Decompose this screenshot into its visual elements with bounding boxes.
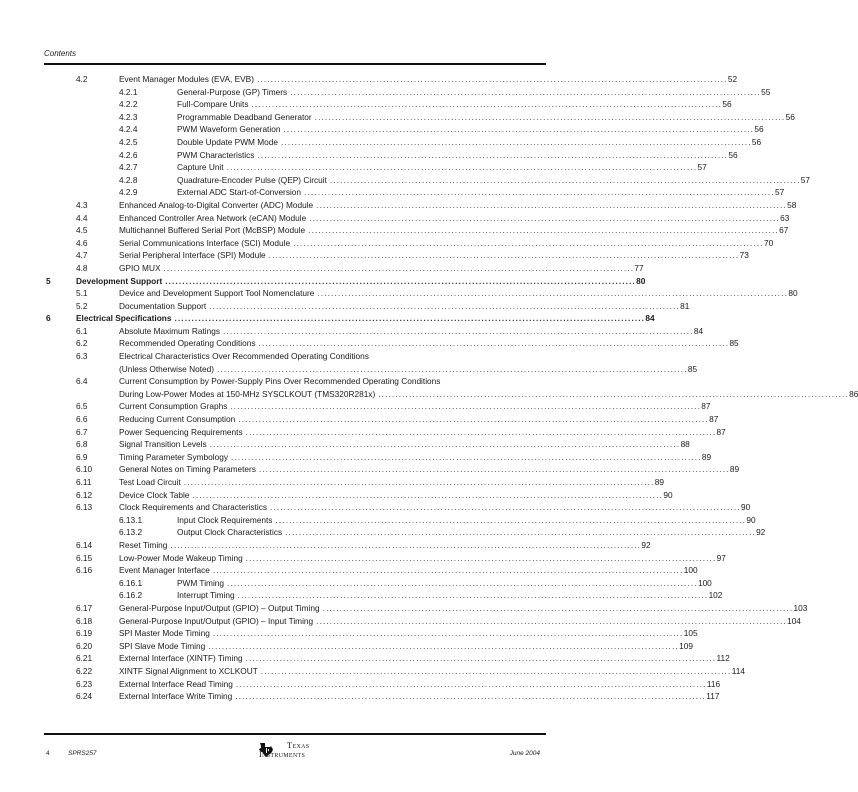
toc-entry-page: 63 bbox=[780, 212, 790, 223]
toc-entry[interactable] bbox=[0, 350, 698, 375]
toc-entry-page: 56 bbox=[728, 149, 738, 160]
dot-leader bbox=[315, 111, 784, 124]
toc-entry-page: 87 bbox=[709, 414, 719, 425]
toc-entry-title: Event Manager Modules (EVA, EVB) bbox=[119, 73, 257, 86]
toc-entry-title: GPIO MUX bbox=[119, 262, 164, 275]
dot-leader bbox=[257, 73, 726, 86]
footer-page-number: 4 bbox=[46, 750, 50, 757]
toc-entry-page: 109 bbox=[679, 640, 693, 651]
toc-entry-title: PWM Characteristics bbox=[177, 149, 257, 162]
dot-leader bbox=[230, 400, 699, 413]
toc-entry-number: 4.2.1 bbox=[119, 86, 138, 97]
dot-leader bbox=[246, 426, 715, 439]
dot-leader bbox=[281, 136, 750, 149]
toc-entry[interactable] bbox=[0, 186, 785, 199]
dot-leader bbox=[217, 363, 686, 376]
toc-entry[interactable] bbox=[0, 111, 795, 124]
dot-leader bbox=[174, 312, 643, 325]
toc-entry-number: 4.4 bbox=[76, 212, 88, 223]
dot-leader bbox=[330, 174, 799, 187]
toc-entry-number: 4.7 bbox=[76, 250, 88, 261]
toc-entry-number: 6.13.1 bbox=[119, 514, 143, 525]
toc-entry-title: Test Load Circuit bbox=[119, 476, 184, 489]
toc-entry-title: Device Clock Table bbox=[119, 489, 192, 502]
toc-entry-number: 4.2.7 bbox=[119, 162, 138, 173]
toc-entry[interactable] bbox=[0, 224, 789, 237]
dot-leader bbox=[164, 262, 633, 275]
toc-entry[interactable] bbox=[0, 300, 690, 313]
toc-entry-page: 67 bbox=[779, 225, 789, 236]
toc-entry[interactable] bbox=[0, 400, 711, 413]
header-title: Contents bbox=[44, 49, 77, 58]
dot-leader bbox=[246, 552, 715, 565]
toc-entry-page: 114 bbox=[731, 665, 745, 676]
dot-leader bbox=[235, 690, 704, 703]
toc-entry[interactable] bbox=[0, 86, 771, 99]
toc-entry-number: 6.22 bbox=[76, 665, 93, 676]
toc-entry-number: 4.2.5 bbox=[119, 136, 138, 147]
toc-entry-page: 105 bbox=[683, 628, 698, 639]
toc-entry-page: 90 bbox=[740, 502, 751, 513]
toc-entry-page: 56 bbox=[754, 124, 764, 135]
toc-entry-title: Interrupt Timing bbox=[177, 589, 238, 602]
dot-leader bbox=[308, 224, 777, 237]
dot-leader bbox=[227, 577, 696, 590]
toc-entry-title: Input Clock Requirements bbox=[177, 514, 275, 527]
dot-leader bbox=[316, 615, 785, 628]
toc-entry-page: 97 bbox=[716, 552, 726, 563]
toc-entry[interactable] bbox=[0, 237, 774, 250]
dot-leader bbox=[257, 149, 726, 162]
dot-leader bbox=[275, 514, 744, 527]
toc-entry-number: 4.8 bbox=[76, 262, 88, 273]
toc-entry-title: Signal Transition Levels bbox=[119, 438, 210, 451]
dot-leader bbox=[231, 451, 700, 464]
dot-leader bbox=[251, 98, 720, 111]
toc-entry-title: General-Purpose Input/Output (GPIO) – Input Timing bbox=[119, 615, 316, 628]
toc-entry-number: 6.15 bbox=[76, 552, 93, 563]
toc-entry[interactable] bbox=[0, 589, 723, 602]
toc-entry[interactable] bbox=[0, 98, 732, 111]
toc-entry-page: 86 bbox=[849, 388, 858, 399]
dot-leader bbox=[223, 325, 692, 338]
dot-leader bbox=[192, 489, 661, 502]
table-of-contents bbox=[0, 73, 858, 703]
toc-entry-page: 56 bbox=[751, 136, 762, 147]
toc-entry-page: 87 bbox=[701, 401, 711, 412]
toc-entry-page: 89 bbox=[701, 451, 712, 462]
toc-entry-page: 77 bbox=[634, 262, 644, 273]
ti-logo bbox=[258, 741, 309, 759]
toc-entry-number: 5 bbox=[46, 275, 51, 286]
toc-entry-title: Reset Timing bbox=[119, 539, 170, 552]
toc-entry-page: 57 bbox=[800, 174, 811, 185]
toc-entry-number: 6.4 bbox=[76, 376, 88, 387]
dot-leader bbox=[259, 463, 728, 476]
toc-entry-page: 112 bbox=[716, 653, 730, 664]
toc-entry-number: 6.8 bbox=[76, 439, 88, 450]
toc-entry-title: External Interface (XINTF) Timing bbox=[119, 652, 246, 665]
toc-entry-page: 90 bbox=[663, 489, 673, 500]
toc-entry[interactable] bbox=[0, 640, 693, 653]
toc-entry[interactable] bbox=[0, 123, 764, 136]
dot-leader bbox=[316, 199, 785, 212]
toc-entry[interactable] bbox=[0, 199, 797, 212]
toc-entry[interactable] bbox=[0, 375, 858, 400]
toc-entry-title: Current Consumption by Power-Supply Pins Over Recommended Operating Conditions bbox=[119, 375, 858, 388]
toc-entry[interactable] bbox=[0, 312, 655, 325]
toc-entry[interactable] bbox=[0, 652, 730, 665]
toc-entry-number: 6.19 bbox=[76, 628, 93, 639]
toc-entry[interactable] bbox=[0, 615, 801, 628]
toc-entry-title: General-Purpose (GP) Timers bbox=[177, 86, 290, 99]
toc-entry-page: 116 bbox=[706, 678, 721, 689]
toc-entry-title: Development Support bbox=[76, 275, 165, 288]
toc-entry[interactable] bbox=[0, 337, 739, 350]
footer-date: June 2004 bbox=[509, 750, 540, 757]
toc-entry[interactable] bbox=[0, 149, 738, 162]
dot-leader bbox=[378, 388, 847, 401]
dot-leader bbox=[170, 539, 639, 552]
toc-entry-title: General-Purpose Input/Output (GPIO) – Output Timing bbox=[119, 602, 323, 615]
toc-entry-number: 4.2.8 bbox=[119, 174, 138, 185]
toc-entry-number: 6.16.1 bbox=[119, 577, 143, 588]
toc-entry-title: Output Clock Characteristics bbox=[177, 526, 285, 539]
toc-entry-page: 56 bbox=[785, 111, 795, 122]
toc-entry-title: XINTF Signal Alignment to XCLKOUT bbox=[119, 665, 261, 678]
toc-entry-title: Serial Peripheral Interface (SPI) Module bbox=[119, 249, 269, 262]
toc-entry-number: 4.2.3 bbox=[119, 111, 138, 122]
dot-leader bbox=[210, 438, 679, 451]
toc-entry[interactable] bbox=[0, 476, 664, 489]
toc-entry-title: Reducing Current Consumption bbox=[119, 413, 238, 426]
toc-entry-title: External ADC Start-of-Conversion bbox=[177, 186, 304, 199]
toc-entry-title: Electrical Characteristics Over Recommended Operating Conditions bbox=[119, 350, 697, 363]
toc-entry[interactable] bbox=[0, 262, 644, 275]
toc-entry-title: Low-Power Mode Wakeup Timing bbox=[119, 552, 246, 565]
toc-entry-number: 4.3 bbox=[76, 199, 88, 210]
toc-entry-page: 56 bbox=[722, 99, 732, 110]
toc-entry[interactable] bbox=[0, 451, 712, 464]
toc-entry[interactable] bbox=[0, 275, 646, 288]
toc-entry-page: 100 bbox=[697, 577, 712, 588]
toc-entry-title-continued: During Low-Power Modes at 150-MHz SYSCLKOUT (TMS320R281x) bbox=[119, 388, 378, 401]
toc-entry[interactable] bbox=[0, 678, 721, 691]
dot-leader bbox=[304, 186, 773, 199]
toc-entry-page: 117 bbox=[706, 691, 720, 702]
toc-entry-title: Timing Parameter Symbology bbox=[119, 451, 231, 464]
toc-entry[interactable] bbox=[0, 212, 790, 225]
toc-entry-title: PWM Timing bbox=[177, 577, 227, 590]
toc-entry-title: Quadrature-Encoder Pulse (QEP) Circuit bbox=[177, 174, 330, 187]
dot-leader bbox=[269, 249, 738, 262]
toc-entry[interactable] bbox=[0, 552, 726, 565]
header-rule bbox=[44, 63, 546, 65]
dot-leader bbox=[238, 589, 707, 602]
toc-entry-title: Event Manager Interface bbox=[119, 564, 213, 577]
toc-entry[interactable] bbox=[0, 514, 756, 527]
toc-entry-title: Device and Development Support Tool Nomenclature bbox=[119, 287, 317, 300]
toc-entry-page: 92 bbox=[641, 539, 651, 550]
toc-entry-number: 6.5 bbox=[76, 401, 88, 412]
toc-entry-number: 6.13 bbox=[76, 502, 93, 513]
dot-leader bbox=[238, 413, 707, 426]
toc-entry-page: 92 bbox=[756, 527, 766, 538]
dot-leader bbox=[184, 476, 653, 489]
toc-entry-title: Clock Requirements and Characteristics bbox=[119, 501, 270, 514]
toc-entry-page: 104 bbox=[787, 615, 801, 626]
toc-entry-title: General Notes on Timing Parameters bbox=[119, 463, 259, 476]
toc-entry-page: 70 bbox=[764, 237, 774, 248]
toc-entry-number: 6.10 bbox=[76, 464, 93, 475]
toc-entry-number: 6.17 bbox=[76, 602, 93, 613]
toc-entry-title: Documentation Support bbox=[119, 300, 209, 313]
toc-entry-number: 6.7 bbox=[76, 426, 88, 437]
toc-entry-number: 6.23 bbox=[76, 678, 93, 689]
toc-entry-page: 52 bbox=[727, 74, 738, 84]
toc-entry-title: Recommended Operating Conditions bbox=[119, 337, 259, 350]
dot-leader bbox=[270, 501, 739, 514]
toc-entry-number: 6.13.2 bbox=[119, 527, 143, 538]
dot-leader bbox=[213, 564, 682, 577]
toc-entry[interactable] bbox=[0, 463, 740, 476]
dot-leader bbox=[165, 275, 634, 288]
dot-leader bbox=[317, 287, 786, 300]
toc-entry[interactable] bbox=[0, 426, 726, 439]
toc-entry-page: 87 bbox=[716, 426, 726, 437]
toc-entry-number: 6.18 bbox=[76, 615, 93, 626]
footer-rule bbox=[44, 733, 546, 735]
toc-entry-page: 57 bbox=[774, 187, 785, 198]
toc-entry-title-continued: (Unless Otherwise Noted) bbox=[119, 363, 217, 376]
toc-entry-title: Electrical Specifications bbox=[76, 312, 174, 325]
toc-entry-number: 4.5 bbox=[76, 225, 88, 236]
toc-entry-title: Enhanced Controller Area Network (eCAN) Module bbox=[119, 212, 309, 225]
dot-leader bbox=[323, 602, 792, 615]
toc-entry-title: Double Update PWM Mode bbox=[177, 136, 281, 149]
toc-entry[interactable] bbox=[0, 161, 707, 174]
toc-entry-number: 4.2 bbox=[76, 74, 88, 84]
toc-entry-number: 6.12 bbox=[76, 489, 93, 500]
toc-entry-number: 6 bbox=[46, 313, 51, 324]
toc-entry[interactable] bbox=[0, 438, 690, 451]
toc-entry-title: Enhanced Analog-to-Digital Converter (ADC) Module bbox=[119, 199, 316, 212]
toc-entry-page: 81 bbox=[680, 300, 690, 311]
toc-entry-page: 89 bbox=[654, 477, 664, 487]
dot-leader bbox=[227, 161, 696, 174]
dot-leader bbox=[246, 652, 715, 665]
toc-entry-number: 4.6 bbox=[76, 237, 88, 248]
toc-entry-number: 6.21 bbox=[76, 653, 93, 664]
dot-leader bbox=[236, 678, 705, 691]
toc-entry-number: 6.9 bbox=[76, 451, 88, 462]
dot-leader bbox=[293, 237, 762, 250]
toc-entry-page: 85 bbox=[687, 363, 698, 374]
toc-entry[interactable] bbox=[0, 627, 698, 640]
dot-leader bbox=[309, 212, 778, 225]
toc-entry[interactable] bbox=[0, 577, 712, 590]
toc-entry-number: 6.6 bbox=[76, 414, 88, 425]
toc-entry-title: Multichannel Buffered Serial Port (McBSP) Module bbox=[119, 224, 308, 237]
dot-leader bbox=[209, 300, 678, 313]
toc-entry-number: 6.16.2 bbox=[119, 590, 143, 601]
toc-entry[interactable] bbox=[0, 413, 719, 426]
dot-leader bbox=[285, 526, 754, 539]
toc-entry-page: 85 bbox=[729, 338, 739, 349]
dot-leader bbox=[283, 123, 752, 136]
toc-entry-page: 90 bbox=[746, 514, 756, 525]
toc-entry[interactable] bbox=[0, 501, 751, 514]
toc-entry-number: 6.1 bbox=[76, 325, 88, 336]
toc-entry-number: 6.24 bbox=[76, 691, 93, 702]
toc-entry-title: Current Consumption Graphs bbox=[119, 400, 230, 413]
toc-entry-title: PWM Waveform Generation bbox=[177, 123, 283, 136]
footer-doc-id: SPRS257 bbox=[68, 750, 97, 757]
toc-entry-title: SPI Slave Mode Timing bbox=[119, 640, 208, 653]
toc-entry-page: 80 bbox=[636, 275, 646, 286]
toc-entry[interactable] bbox=[0, 287, 798, 300]
toc-entry-page: 100 bbox=[683, 565, 698, 576]
toc-entry[interactable] bbox=[0, 489, 673, 502]
toc-entry-page: 102 bbox=[708, 590, 723, 601]
toc-entry-number: 4.2.9 bbox=[119, 187, 138, 198]
toc-entry-title: Full-Compare Units bbox=[177, 98, 251, 111]
toc-entry-title: Absolute Maximum Ratings bbox=[119, 325, 223, 338]
toc-entry[interactable] bbox=[0, 73, 738, 86]
toc-entry[interactable] bbox=[0, 174, 811, 187]
toc-entry-title: External Interface Read Timing bbox=[119, 678, 236, 691]
toc-entry-page: 103 bbox=[793, 602, 808, 613]
toc-entry-number: 4.2.6 bbox=[119, 149, 138, 160]
toc-entry-page: 55 bbox=[761, 86, 771, 97]
toc-entry-title: Power Sequencing Requirements bbox=[119, 426, 246, 439]
toc-entry-page: 80 bbox=[788, 288, 798, 299]
toc-entry-number: 6.2 bbox=[76, 338, 88, 349]
toc-entry-page: 58 bbox=[787, 199, 797, 210]
toc-entry-number: 5.1 bbox=[76, 288, 88, 299]
dot-leader bbox=[261, 665, 730, 678]
toc-entry-title: SPI Master Mode Timing bbox=[119, 627, 213, 640]
toc-entry-page: 73 bbox=[739, 250, 749, 261]
toc-entry-page: 84 bbox=[645, 313, 655, 324]
toc-entry-number: 6.11 bbox=[76, 477, 92, 487]
dot-leader bbox=[259, 337, 728, 350]
toc-entry-title: Capture Unit bbox=[177, 161, 227, 174]
toc-entry[interactable] bbox=[0, 136, 762, 149]
toc-entry[interactable] bbox=[0, 526, 766, 539]
toc-entry[interactable] bbox=[0, 690, 720, 703]
dot-leader bbox=[213, 627, 682, 640]
toc-entry-title: Programmable Deadband Generator bbox=[177, 111, 315, 124]
toc-entry-number: 6.16 bbox=[76, 565, 93, 576]
toc-entry[interactable] bbox=[0, 539, 651, 552]
ti-wordmark: Texas Instruments bbox=[259, 740, 310, 759]
toc-entry-page: 84 bbox=[693, 325, 704, 336]
toc-entry-title: Serial Communications Interface (SCI) Module bbox=[119, 237, 293, 250]
toc-entry-page: 57 bbox=[697, 162, 707, 173]
toc-entry-number: 6.14 bbox=[76, 539, 93, 550]
dot-leader bbox=[290, 86, 759, 99]
toc-entry-number: 6.20 bbox=[76, 640, 93, 651]
toc-entry[interactable] bbox=[0, 325, 704, 338]
toc-entry-page: 88 bbox=[680, 439, 690, 450]
dot-leader bbox=[208, 640, 677, 653]
toc-entry[interactable] bbox=[0, 249, 749, 262]
toc-entry[interactable] bbox=[0, 602, 808, 615]
toc-entry-number: 4.2.2 bbox=[119, 99, 138, 110]
toc-entry-title: External Interface Write Timing bbox=[119, 690, 235, 703]
toc-entry[interactable] bbox=[0, 665, 745, 678]
toc-entry-number: 5.2 bbox=[76, 300, 88, 311]
toc-entry[interactable] bbox=[0, 564, 698, 577]
toc-entry-page: 89 bbox=[729, 464, 740, 475]
toc-entry-number: 4.2.4 bbox=[119, 124, 138, 135]
toc-entry-number: 6.3 bbox=[76, 351, 88, 362]
